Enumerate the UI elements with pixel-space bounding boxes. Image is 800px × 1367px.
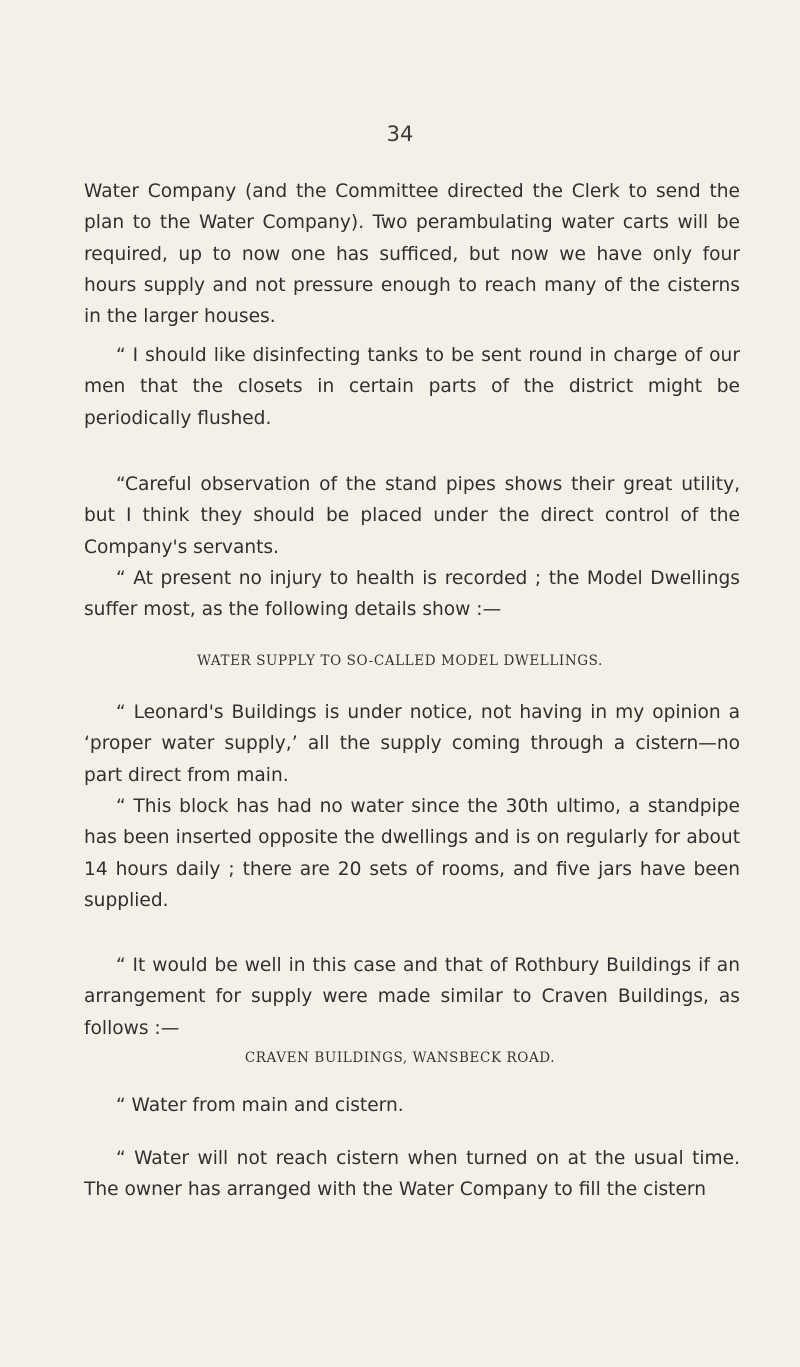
section-heading-water-supply: WATER SUPPLY TO SO-CALLED MODEL DWELLINGS. — [197, 653, 603, 669]
paragraph-9 — [84, 1143, 740, 1206]
paragraph-text: “ It would be well in this case and that of Rothbury Buildings if an arrangement for supply were made similar to Craven Buildings, as follows :— — [84, 955, 740, 1039]
paragraph-4 — [84, 563, 740, 626]
paragraph-7 — [84, 950, 740, 1044]
paragraph-3 — [84, 469, 740, 563]
paragraph-8 — [84, 1090, 740, 1121]
paragraph-5 — [84, 697, 740, 791]
paragraph-text: “ Leonard's Buildings is under notice, not having in my opinion a ‘proper water supply,’ all the supply coming through a cistern—no part direct from main. — [84, 702, 740, 786]
page-number: 34 — [386, 122, 414, 146]
section-heading-craven: CRAVEN BUILDINGS, WANSBECK ROAD. — [244, 1050, 556, 1066]
paragraph-text: “ I should like disinfecting tanks to be sent round in charge of our men that the closets in certain parts of the district might be periodically flushed. — [84, 345, 740, 429]
paragraph-2 — [84, 340, 740, 434]
paragraph-6 — [84, 791, 740, 916]
paragraph-text: “ This block has had no water since the 30th ultimo, a standpipe has been inserted opposite the dwellings and is on regularly for about 14 hours daily ; there are 20 sets of rooms, and five jars have been supplied. — [84, 796, 740, 911]
paragraph-1 — [84, 176, 740, 332]
paragraph-text: “ Water from main and cistern. — [116, 1095, 404, 1116]
paragraph-text: Water Company (and the Committee directed the Clerk to send the plan to the Water Company). Two perambulating water carts will be required, up to now one has sufficed, but now we have only four hours supply and not pressure enough to reach many of the cisterns in the larger houses. — [84, 181, 740, 328]
paragraph-text: “ At present no injury to health is recorded ; the Model Dwellings suffer most, as the following details show :— — [84, 568, 740, 621]
paragraph-text: “ Water will not reach cistern when turned on at the usual time. The owner has arranged with the Water Company to fill the cistern — [84, 1148, 740, 1201]
paragraph-text: “Careful observation of the stand pipes shows their great utility, but I think they should be placed under the direct control of the Company's servants. — [84, 474, 740, 558]
